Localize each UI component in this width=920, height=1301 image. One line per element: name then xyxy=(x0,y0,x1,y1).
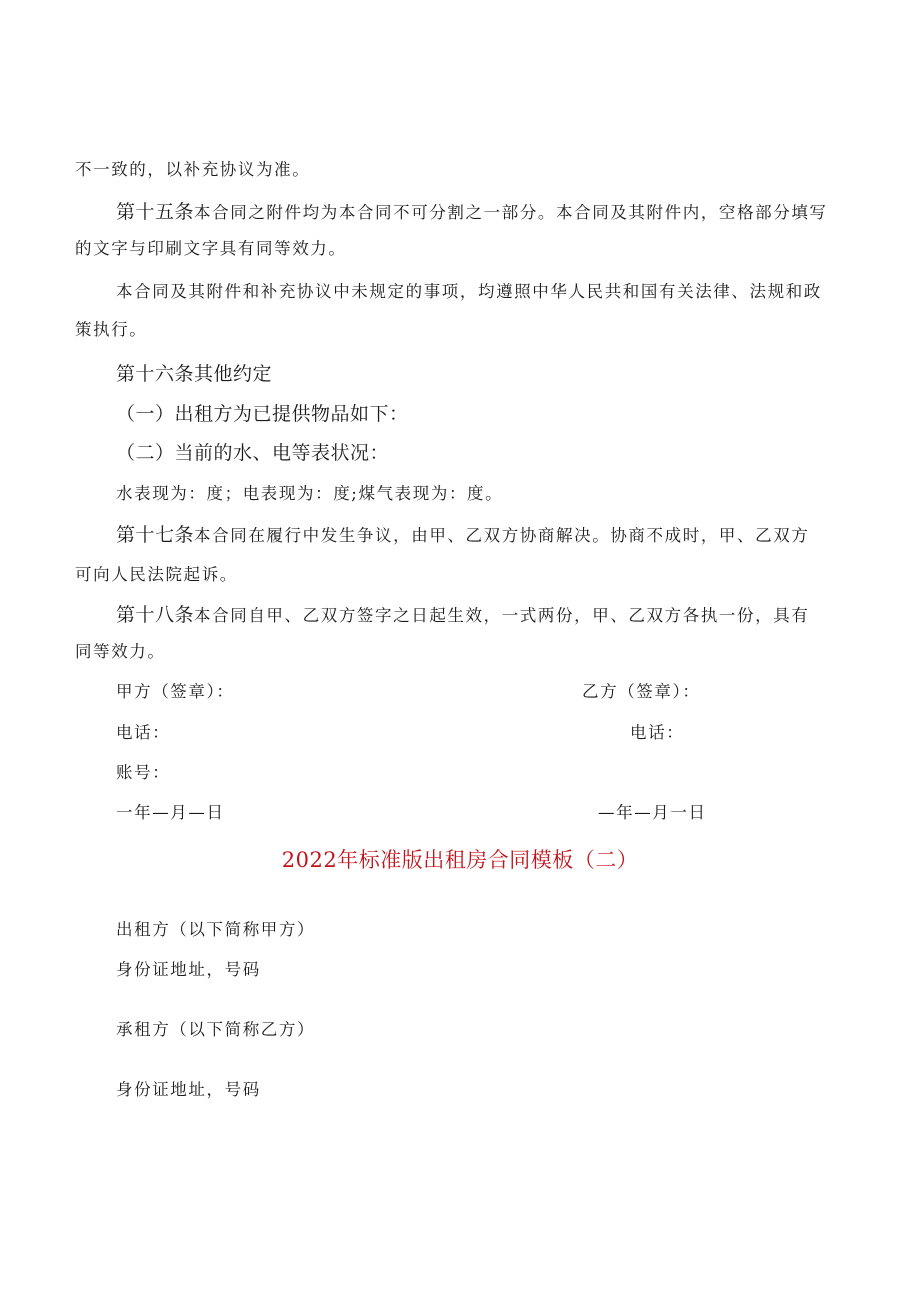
misc-clause: 本合同及其附件和补充协议中未规定的事项，均遵照中华人民共和国有关法律、法规和政 xyxy=(116,282,822,301)
article-18 xyxy=(116,603,809,628)
article-17 xyxy=(116,523,809,548)
article-17-continuation: 可向人民法院起诉。 xyxy=(75,565,238,584)
paragraph-continuation: 不一致的，以补充协议为准。 xyxy=(75,160,311,179)
meter-readings: 水表现为：度；电表现为：度;煤气表现为：度。 xyxy=(116,484,504,503)
party-a-signature: 甲方（签章）： xyxy=(116,682,235,701)
template-2-title: 2022年标准版出租房合同模板（二） xyxy=(281,848,639,872)
party-a-account: 账号： xyxy=(116,763,171,782)
article-17-heading: 第十七条 xyxy=(116,524,195,546)
article-15-continuation: 的文字与印刷文字具有同等效力。 xyxy=(75,239,347,258)
article-17-text: 本合同在履行中发生争议，由甲、乙双方协商解决。协商不成时，甲、乙双方 xyxy=(194,526,810,545)
article-18-text: 本合同自甲、乙双方签字之日起生效，一式两份，甲、乙双方各执一份，具有 xyxy=(194,606,810,625)
party-b-phone: 电话： xyxy=(630,723,685,742)
article-16-heading: 第十六条其他约定 xyxy=(116,363,273,385)
party-b-signature: 乙方（签章）： xyxy=(582,682,701,701)
article-15-text: 本合同之附件均为本合同不可分割之一部分。本合同及其附件内，空格部分填写 xyxy=(194,203,828,222)
misc-clause-continuation: 策执行。 xyxy=(75,320,148,339)
article-18-heading: 第十八条 xyxy=(116,604,195,626)
lessee-label: 承租方（以下简称乙方） xyxy=(116,1020,316,1039)
lessee-id-address: 身份证地址，号码 xyxy=(116,1080,261,1099)
party-b-date: —年—月一日 xyxy=(598,803,707,822)
lessor-id-address: 身份证地址，号码 xyxy=(116,960,261,979)
party-a-date: 一年—月—日 xyxy=(116,803,225,822)
article-15 xyxy=(116,200,828,225)
article-15-heading: 第十五条 xyxy=(116,201,195,223)
lessor-label: 出租方（以下简称甲方） xyxy=(116,920,316,939)
party-a-phone: 电话： xyxy=(116,723,171,742)
article-18-continuation: 同等效力。 xyxy=(75,642,166,661)
article-16-item-2: （二）当前的水、电等表状况： xyxy=(116,442,390,464)
article-16-item-1: （一）出租方为已提供物品如下： xyxy=(116,403,409,425)
